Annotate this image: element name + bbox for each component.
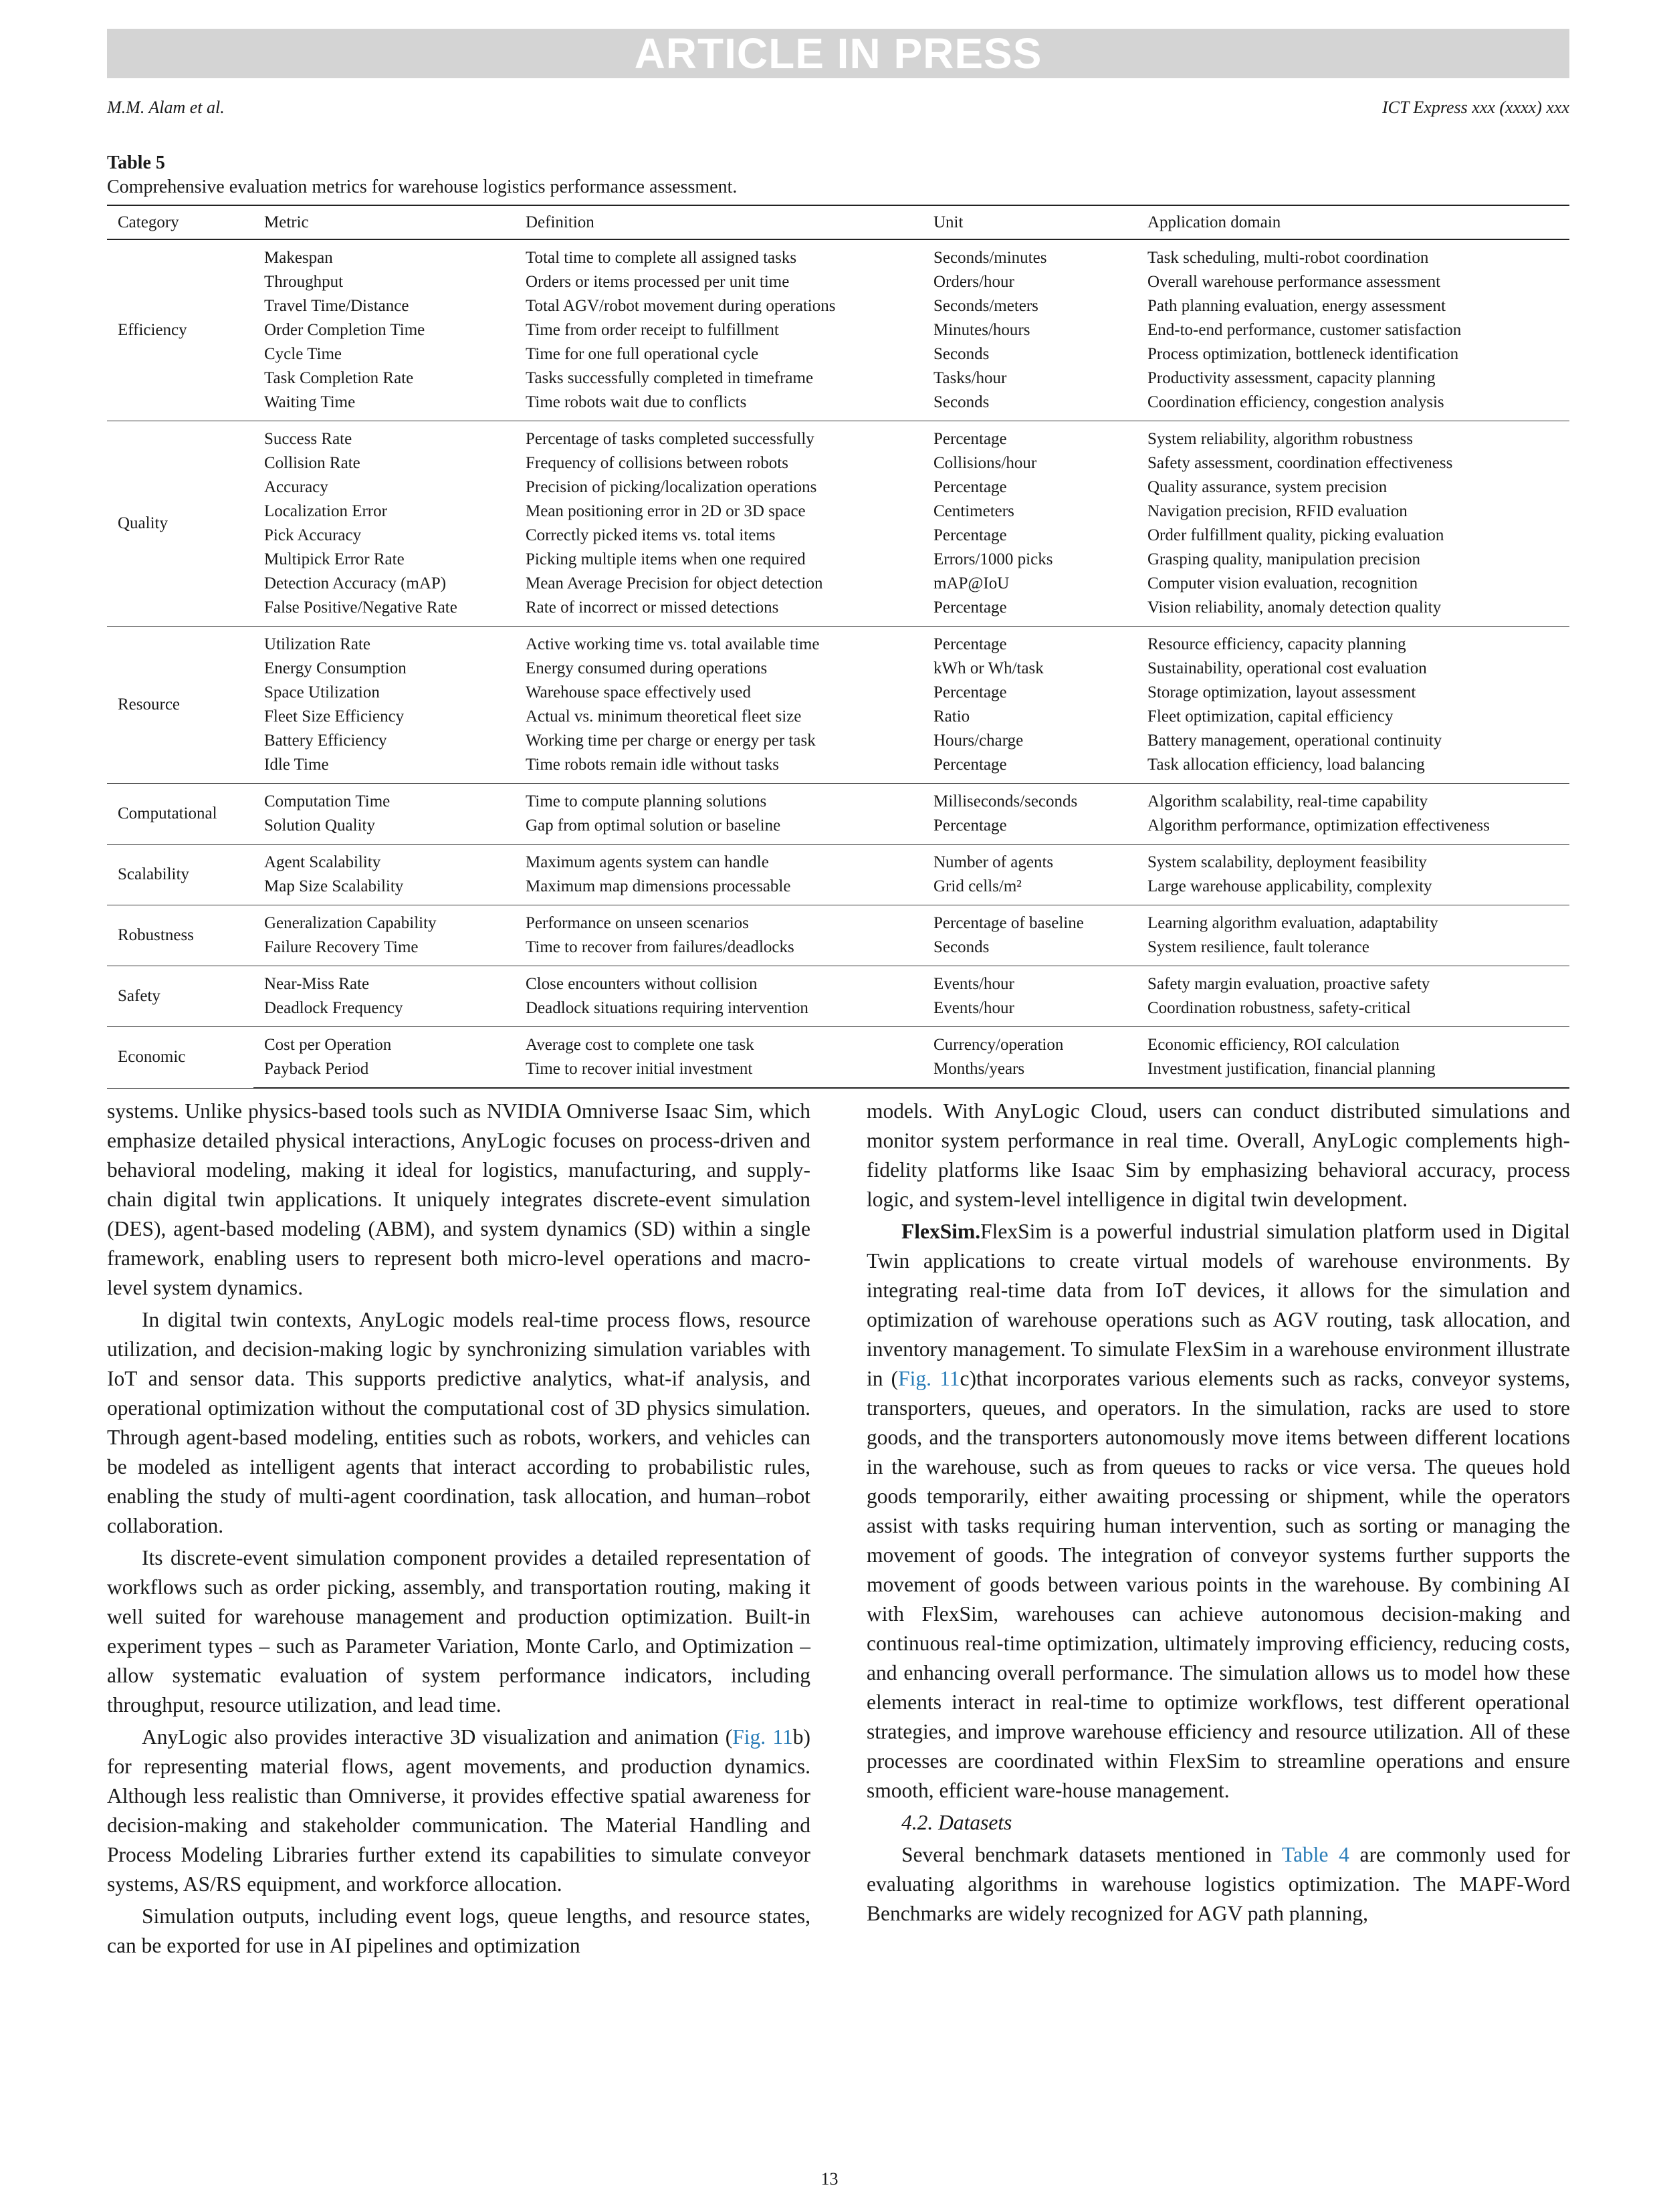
definition-cell: Time robots wait due to conflicts <box>515 391 923 421</box>
application-cell: Order fulfillment quality, picking evaluation <box>1147 526 1444 544</box>
application-cell: System resilience, fault tolerance <box>1137 935 1569 966</box>
left-text-column <box>107 1097 810 1961</box>
application-cell: Process optimization, bottleneck identification <box>1147 345 1459 363</box>
unit-cell: Minutes/hours <box>933 321 1030 339</box>
figure-link[interactable]: Fig. 11 <box>732 1725 793 1749</box>
table-row <box>107 548 1569 572</box>
definition-cell: Time for one full operational cycle <box>526 345 759 363</box>
metric-cell: Accuracy <box>264 478 328 496</box>
column-header: Unit <box>923 205 1137 239</box>
unit-cell: Collisions/hour <box>933 454 1037 472</box>
metric-cell: Cycle Time <box>264 345 342 363</box>
metric-cell: Deadlock Frequency <box>253 996 515 1027</box>
table-row <box>107 905 1569 936</box>
category-cell: Computational <box>107 784 253 845</box>
table-row <box>107 500 1569 524</box>
application-cell: Resource efficiency, capacity planning <box>1147 635 1406 653</box>
table-row <box>107 784 1569 814</box>
definition-cell: Correctly picked items vs. total items <box>526 526 776 544</box>
text-run: b) for representing material flows, agent movements, and production dynamics. Although less realistic than Omniverse, it provides effective spatial awareness for decision-making and stakeholder communication. The Material Handling and Process Modeling Libraries further extend its capabilities to simulate conveyor systems, AS/RS equipment, and workforce allocation. <box>107 1725 810 1896</box>
unit-cell: Errors/1000 picks <box>933 550 1053 568</box>
table-row <box>107 996 1569 1027</box>
table-row <box>107 475 1569 500</box>
unit-cell: Percentage <box>933 478 1007 496</box>
table-row <box>107 391 1569 421</box>
table-row <box>107 657 1569 681</box>
metrics-table <box>107 205 1569 1089</box>
paragraph: Simulation outputs, including event logs, queue lengths, and resource states, can be exported for use in AI pipelines and optimization <box>107 1904 810 1957</box>
table-row <box>107 875 1569 905</box>
definition-cell: Performance on unseen scenarios <box>526 914 749 932</box>
unit-cell: Seconds <box>923 935 1137 966</box>
metric-cell: Energy Consumption <box>264 659 407 677</box>
unit-cell: mAP@IoU <box>933 574 1010 592</box>
unit-cell: kWh or Wh/task <box>933 659 1044 677</box>
metric-cell: Task Completion Rate <box>264 369 414 387</box>
table-row <box>107 753 1569 784</box>
unit-cell: Events/hour <box>933 975 1014 993</box>
table-caption: Comprehensive evaluation metrics for warehouse logistics performance assessment. <box>107 177 738 197</box>
article-in-press-banner: ARTICLE IN PRESS <box>107 29 1569 78</box>
metric-cell: Failure Recovery Time <box>253 935 515 966</box>
definition-cell: Picking multiple items when one required <box>526 550 806 568</box>
metric-cell: Utilization Rate <box>264 635 370 653</box>
category-cell: Efficiency <box>107 239 253 421</box>
metric-cell: Travel Time/Distance <box>264 297 409 315</box>
definition-cell: Time robots remain idle without tasks <box>515 753 923 784</box>
definition-cell: Time from order receipt to fulfillment <box>526 321 779 339</box>
definition-cell: Precision of picking/localization operations <box>526 478 817 496</box>
definition-cell: Total time to complete all assigned tasks <box>526 249 797 267</box>
paragraph <box>867 1217 1570 1805</box>
definition-cell: Working time per charge or energy per task <box>526 732 816 750</box>
definition-cell: Actual vs. minimum theoretical fleet size <box>526 707 802 726</box>
unit-cell: Percentage <box>933 526 1007 544</box>
table-row <box>107 705 1569 729</box>
metric-cell: Near-Miss Rate <box>264 975 370 993</box>
right-text-column <box>867 1097 1570 1928</box>
paragraph: systems. Unlike physics-based tools such as NVIDIA Omniverse Isaac Sim, which emphasize detailed physical interactions, AnyLogic focuses on process-driven and behavioral modeling, making it ideal for logistics, manufacturing, and supply-chain digital twin applications. It uniquely integrates discrete-event simulation (DES), agent-based modeling (ABM), and system dynamics (SD) within a single framework, enabling users to represent both micro-level operations and macro-level system dynamics. <box>107 1099 810 1299</box>
table-link[interactable]: Table 4 <box>1282 1843 1349 1866</box>
application-cell: System scalability, deployment feasibility <box>1147 853 1427 871</box>
table-row <box>107 270 1569 294</box>
definition-cell: Gap from optimal solution or baseline <box>515 814 923 845</box>
table-label: Table 5 <box>107 152 165 173</box>
metric-cell: Generalization Capability <box>264 914 437 932</box>
table-row <box>107 421 1569 452</box>
application-cell: Safety margin evaluation, proactive safety <box>1147 975 1430 993</box>
application-cell: Sustainability, operational cost evaluation <box>1147 659 1427 677</box>
application-cell: Quality assurance, system precision <box>1147 478 1388 496</box>
metric-cell: Makespan <box>264 249 333 267</box>
definition-cell: Mean positioning error in 2D or 3D space <box>526 502 806 520</box>
figure-link[interactable]: Fig. 11 <box>898 1367 960 1390</box>
metric-cell: Throughput <box>264 273 344 291</box>
unit-cell: Percentage <box>933 635 1007 653</box>
table-row <box>107 294 1569 318</box>
category-cell: Safety <box>107 966 253 1027</box>
application-cell: Overall warehouse performance assessment <box>1147 273 1441 291</box>
metric-cell: Solution Quality <box>253 814 515 845</box>
definition-cell: Mean Average Precision for object detection <box>526 574 823 592</box>
table-row <box>107 966 1569 997</box>
metric-cell: False Positive/Negative Rate <box>253 596 515 627</box>
table-row <box>107 451 1569 475</box>
unit-cell: Percentage <box>923 596 1137 627</box>
column-header: Definition <box>515 205 923 239</box>
metric-cell: Multipick Error Rate <box>264 550 405 568</box>
definition-cell: Maximum agents system can handle <box>526 853 769 871</box>
definition-cell: Frequency of collisions between robots <box>526 454 788 472</box>
text-run: AnyLogic also provides interactive 3D visualization and animation ( <box>142 1725 733 1749</box>
application-cell: Large warehouse applicability, complexity <box>1137 875 1569 905</box>
category-cell: Economic <box>107 1027 253 1089</box>
application-cell: Learning algorithm evaluation, adaptability <box>1147 914 1438 932</box>
application-cell: Computer vision evaluation, recognition <box>1147 574 1418 592</box>
definition-cell: Total AGV/robot movement during operations <box>526 297 836 315</box>
application-cell: Coordination efficiency, congestion analysis <box>1137 391 1569 421</box>
text-run: are commonly used for evaluating algorithms in warehouse logistics optimization. The MAPF-Word Benchmarks are widely recognized for AGV path planning, <box>867 1843 1570 1925</box>
definition-cell: Energy consumed during operations <box>526 659 768 677</box>
category-cell: Resource <box>107 627 253 784</box>
definition-cell: Average cost to complete one task <box>526 1036 754 1054</box>
paragraph: In digital twin contexts, AnyLogic models real-time process flows, resource utilization, and decision-making logic by synchronizing simulation variables with IoT and sensor data. This supports predictive analytics, what-if analysis, and operational optimization without the computational cost of 3D physics simulation. Through agent-based modeling, entities such as robots, workers, and vehicles can be modeled as intelligent agents that interact according to probabilistic rules, enabling the study of multi-agent coordination, task allocation, and human–robot collaboration. <box>107 1308 810 1537</box>
unit-cell: Seconds/meters <box>933 297 1038 315</box>
table-header-row <box>107 205 1569 239</box>
application-cell: End-to-end performance, customer satisfaction <box>1147 321 1462 339</box>
application-cell: Algorithm performance, optimization effectiveness <box>1137 814 1569 845</box>
run-in-heading: FlexSim. <box>901 1220 981 1243</box>
unit-cell: Orders/hour <box>933 273 1014 291</box>
application-cell: Battery management, operational continuity <box>1147 732 1442 750</box>
running-header-authors: M.M. Alam et al. <box>107 98 225 117</box>
paragraph: Its discrete-event simulation component provides a detailed representation of workflows such as order picking, assembly, and transportation routing, making it well suited for warehouse management and production optimization. Built-in experiment types – such as Parameter Variation, Monte Carlo, and Optimization – allow systematic evaluation of system performance indicators, including throughput, resource utilization, and lead time. <box>107 1546 810 1717</box>
table-row <box>107 814 1569 845</box>
unit-cell: Milliseconds/seconds <box>933 792 1078 810</box>
definition-cell: Deadlock situations requiring intervention <box>515 996 923 1027</box>
table-row <box>107 596 1569 627</box>
unit-cell: Hours/charge <box>933 732 1024 750</box>
table-row <box>107 366 1569 391</box>
definition-cell: Tasks successfully completed in timeframe <box>526 369 814 387</box>
table-row <box>107 572 1569 596</box>
definition-cell: Warehouse space effectively used <box>526 683 751 701</box>
column-header: Application domain <box>1137 205 1569 239</box>
definition-cell: Percentage of tasks completed successfully <box>526 430 814 448</box>
table-row <box>107 239 1569 270</box>
definition-cell: Maximum map dimensions processable <box>515 875 923 905</box>
table-row <box>107 342 1569 366</box>
definition-cell: Time to recover initial investment <box>515 1057 923 1088</box>
application-cell: Coordination robustness, safety-critical <box>1137 996 1569 1027</box>
table-row <box>107 935 1569 966</box>
unit-cell: Seconds <box>923 391 1137 421</box>
definition-cell: Close encounters without collision <box>526 975 758 993</box>
application-cell: Vision reliability, anomaly detection quality <box>1137 596 1569 627</box>
metric-cell: Battery Efficiency <box>264 732 387 750</box>
metric-cell: Localization Error <box>264 502 387 520</box>
definition-cell: Time to compute planning solutions <box>526 792 767 810</box>
text-run: Several benchmark datasets mentioned in <box>901 1843 1283 1866</box>
metric-cell: Idle Time <box>253 753 515 784</box>
category-cell: Quality <box>107 421 253 627</box>
metric-cell: Space Utilization <box>264 683 380 701</box>
metric-cell: Map Size Scalability <box>253 875 515 905</box>
application-cell: Algorithm scalability, real-time capability <box>1147 792 1428 810</box>
metric-cell: Pick Accuracy <box>264 526 362 544</box>
application-cell: Investment justification, financial planning <box>1137 1057 1569 1088</box>
application-cell: Navigation precision, RFID evaluation <box>1147 502 1408 520</box>
application-cell: Storage optimization, layout assessment <box>1147 683 1416 701</box>
metric-cell: Payback Period <box>253 1057 515 1088</box>
table-row <box>107 627 1569 657</box>
metric-cell: Cost per Operation <box>264 1036 392 1054</box>
metric-cell: Agent Scalability <box>264 853 381 871</box>
category-cell: Robustness <box>107 905 253 966</box>
metric-cell: Fleet Size Efficiency <box>264 707 405 726</box>
metric-cell: Success Rate <box>264 430 352 448</box>
application-cell: Fleet optimization, capital efficiency <box>1147 707 1394 726</box>
unit-cell: Centimeters <box>933 502 1014 520</box>
table-row <box>107 845 1569 875</box>
definition-cell: Active working time vs. total available time <box>526 635 820 653</box>
text-run: c)that incorporates various elements such as racks, conveyor systems, transporters, queues, and operators. In the simulation, racks are used to store goods, and the transporters autonomously move items between different locations in the warehouse, such as from queues to racks or vice versa. The queues hold goods temporarily, either awaiting processing or shipment, while the operators assist with tasks requiring human intervention, such as sorting or managing the movement of goods. The integration of conveyor systems further supports the movement of goods between various points in the warehouse. By combining AI with FlexSim, warehouses can achieve autonomous decision-making and continuous real-time optimization, ultimately improving efficiency, reducing costs, and enhancing overall performance. The simulation allows us to model how these elements interact in real-time to optimize workflows, test different operational strategies, and improve warehouse efficiency and resource utilization. All of these processes are coordinated within FlexSim to streamline operations and ensure smooth, efficient ware-house management. <box>867 1367 1571 1802</box>
unit-cell: Percentage <box>923 753 1137 784</box>
definition-cell: Time to recover from failures/deadlocks <box>515 935 923 966</box>
application-cell: Path planning evaluation, energy assessment <box>1147 297 1446 315</box>
unit-cell: Seconds <box>933 345 990 363</box>
unit-cell: Grid cells/m² <box>923 875 1137 905</box>
application-cell: Task allocation efficiency, load balancing <box>1137 753 1569 784</box>
unit-cell: Percentage <box>923 814 1137 845</box>
definition-cell: Rate of incorrect or missed detections <box>515 596 923 627</box>
unit-cell: Tasks/hour <box>933 369 1007 387</box>
unit-cell: Events/hour <box>923 996 1137 1027</box>
paragraph <box>107 1723 810 1899</box>
unit-cell: Currency/operation <box>933 1036 1064 1054</box>
column-header: Metric <box>253 205 515 239</box>
unit-cell: Seconds/minutes <box>933 249 1047 267</box>
running-header-journal: ICT Express xxx (xxxx) xxx <box>1381 98 1569 117</box>
paragraph <box>867 1840 1570 1928</box>
unit-cell: Months/years <box>923 1057 1137 1088</box>
unit-cell: Percentage <box>933 430 1007 448</box>
application-cell: System reliability, algorithm robustness <box>1147 430 1413 448</box>
application-cell: Economic efficiency, ROI calculation <box>1147 1036 1400 1054</box>
unit-cell: Percentage of baseline <box>933 914 1084 932</box>
table-row <box>107 1027 1569 1058</box>
unit-cell: Ratio <box>933 707 970 726</box>
column-header: Category <box>107 205 253 239</box>
unit-cell: Percentage <box>933 683 1007 701</box>
metric-cell: Computation Time <box>264 792 391 810</box>
metric-cell: Collision Rate <box>264 454 360 472</box>
table-row <box>107 1057 1569 1088</box>
unit-cell: Number of agents <box>933 853 1054 871</box>
section-heading: 4.2. Datasets <box>901 1811 1012 1834</box>
page-number: 13 <box>820 2169 839 2189</box>
table-row <box>107 681 1569 705</box>
application-cell: Grasping quality, manipulation precision <box>1147 550 1421 568</box>
table-row <box>107 729 1569 753</box>
application-cell: Productivity assessment, capacity planning <box>1147 369 1436 387</box>
table-row <box>107 318 1569 342</box>
metric-cell: Waiting Time <box>253 391 515 421</box>
paragraph: models. With AnyLogic Cloud, users can conduct distributed simulations and monitor system performance in real time. Overall, AnyLogic complements high-fidelity platforms like Isaac Sim by emphasizing behavioral accuracy, process logic, and system-level intelligence in digital twin development. <box>867 1099 1570 1211</box>
table-row <box>107 524 1569 548</box>
definition-cell: Orders or items processed per unit time <box>526 273 790 291</box>
application-cell: Safety assessment, coordination effectiveness <box>1147 454 1453 472</box>
category-cell: Scalability <box>107 845 253 905</box>
metric-cell: Detection Accuracy (mAP) <box>264 574 447 592</box>
metric-cell: Order Completion Time <box>264 321 425 339</box>
application-cell: Task scheduling, multi-robot coordination <box>1147 249 1429 267</box>
text-run: FlexSim is a powerful industrial simulation platform used in Digital Twin applications to create virtual models of warehouse environments. By integrating real-time data from IoT devices, it allows for the simulation and optimization of warehouse operations such as AGV routing, task allocation, and inventory management. To simulate FlexSim in a warehouse environment illustrate in ( <box>867 1220 1570 1390</box>
